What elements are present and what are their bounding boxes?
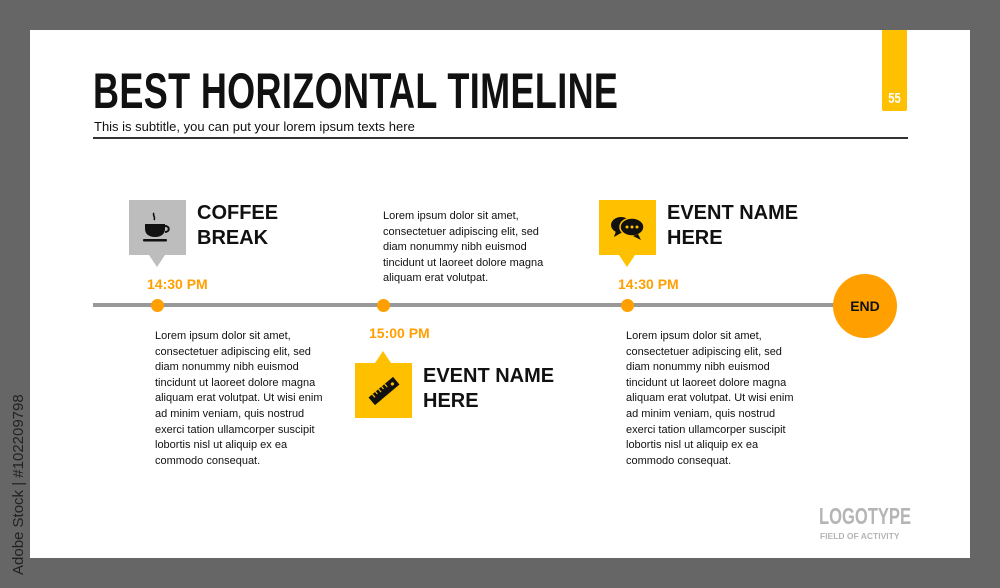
ruler-icon xyxy=(367,374,401,408)
timeline-line xyxy=(93,303,838,307)
event-title-line: HERE xyxy=(423,390,479,412)
end-marker xyxy=(833,274,897,338)
page-title: BEST HORIZONTAL TIMELINE xyxy=(93,63,619,119)
event-time: 14:30 PM xyxy=(147,276,208,292)
logo-tagline: FIELD OF ACTIVITY xyxy=(820,531,900,541)
event-title xyxy=(423,364,623,414)
page-subtitle: This is subtitle, you can put your lorem ipsum texts here xyxy=(94,119,415,134)
event-title-line: EVENT NAME xyxy=(423,365,555,387)
chat-card xyxy=(599,200,656,255)
title-divider xyxy=(93,137,908,139)
event-title-line: HERE xyxy=(667,227,723,249)
timeline-dot xyxy=(377,299,390,312)
event-description: Lorem ipsum dolor sit amet, consectetuer adipiscing elit, sed diam nonummy nibh euismod tincidunt ut laoreet dolore magna aliquam erat volutpat. Ut wisi enim ad minim veniam, quis nostrud exerci tation ullamcorper suscipit lobortis nisl ut aliquip ex ea commodo consequat. xyxy=(155,330,323,467)
card-pointer xyxy=(149,255,165,267)
page-number: 55 xyxy=(888,90,901,107)
event-description: Lorem ipsum dolor sit amet, consectetuer adipiscing elit, sed diam nonummy nibh euismod tincidunt ut laoreet dolore magna aliquam erat volutpat. xyxy=(383,210,544,285)
event-title-line: EVENT NAME xyxy=(667,202,799,224)
event-title-line: BREAK xyxy=(197,227,269,249)
card-pointer xyxy=(619,255,635,267)
event-description: Lorem ipsum dolor sit amet, consectetuer adipiscing elit, sed diam nonummy nibh euismod tincidunt ut laoreet dolore magna aliquam erat volutpat. Ut wisi enim ad minim veniam, quis nostrud exerci tation ullamcorper suscipit lobortis nisl ut aliquip ex ea commodo consequat. xyxy=(626,330,794,467)
card-pointer xyxy=(375,351,391,363)
timeline-dot xyxy=(621,299,634,312)
logotype: LOGOTYPE xyxy=(819,503,912,529)
timeline-dot xyxy=(151,299,164,312)
end-label: END xyxy=(850,298,880,314)
event-title-line: COFFEE xyxy=(197,202,279,224)
page-number-tab xyxy=(882,30,907,111)
chat-bubbles-icon xyxy=(610,213,646,243)
event-time: 14:30 PM xyxy=(618,276,679,292)
event-title xyxy=(197,201,397,251)
coffee-card xyxy=(129,200,186,255)
coffee-cup-icon xyxy=(142,211,174,245)
event-time: 15:00 PM xyxy=(369,325,430,341)
ruler-card xyxy=(355,363,412,418)
event-title xyxy=(667,201,867,251)
watermark-text: Adobe Stock | #102209798 xyxy=(10,394,27,575)
